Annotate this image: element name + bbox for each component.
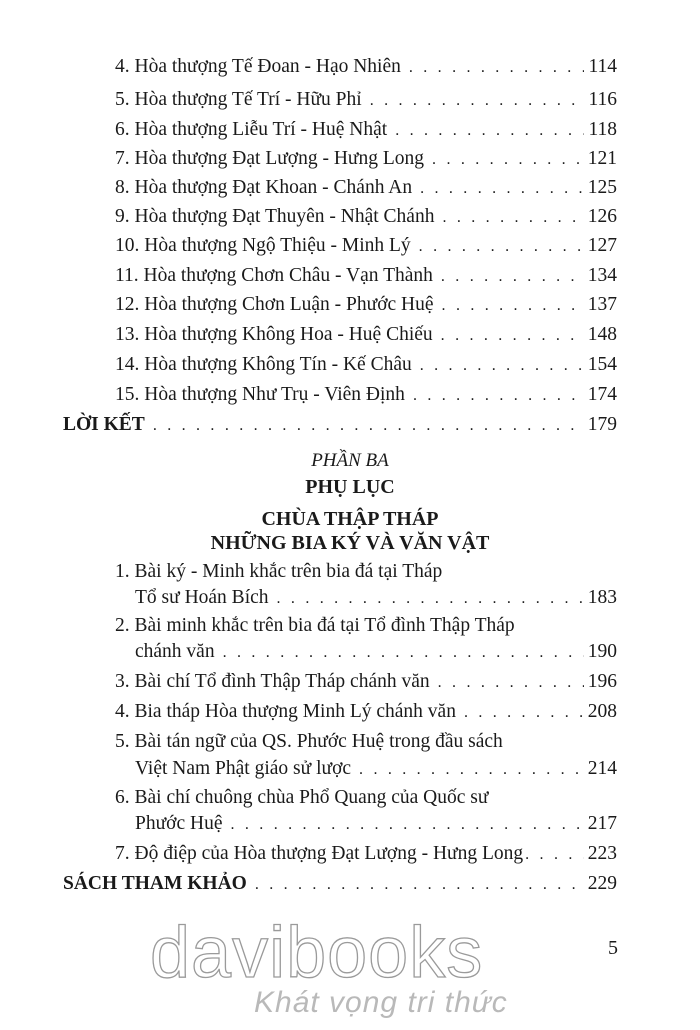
toc-entry-line: 6. Bài chí chuông chùa Phổ Quang của Quốc sư bbox=[115, 787, 489, 808]
part-title: PHỤ LỤC bbox=[305, 476, 395, 498]
toc-entry: 7. Hòa thượng Đạt Lượng - Hưng Long . . . 121 bbox=[115, 145, 617, 173]
toc-entry: Tổ sư Hoán Bích . . . 183 bbox=[115, 584, 617, 612]
toc-entry: 4. Bia tháp Hòa thượng Minh Lý chánh văn . . . 208 bbox=[115, 698, 617, 726]
toc-entry: 12. Hòa thượng Chơn Luận - Phước Huệ . . . 137 bbox=[115, 291, 617, 319]
toc-entry-line: 1. Bài ký - Minh khắc trên bia đá tại Tháp bbox=[115, 561, 443, 582]
toc-entry: 6. Hòa thượng Liễu Trí - Huệ Nhật . . . 118 bbox=[115, 116, 617, 144]
watermark-slogan: Khát vọng tri thức bbox=[254, 986, 508, 1019]
toc-entry: 9. Hòa thượng Đạt Thuyên - Nhật Chánh . . . 126 bbox=[115, 203, 617, 231]
toc-entry: 15. Hòa thượng Như Trụ - Viên Định . . . 174 bbox=[115, 381, 617, 409]
toc-entry-line: 2. Bài minh khắc trên bia đá tại Tổ đình Thập Tháp bbox=[115, 615, 515, 636]
toc-entry: 5. Hòa thượng Tế Trí - Hữu Phỉ . . . 116 bbox=[115, 86, 617, 114]
part-label: PHẦN BA bbox=[311, 450, 389, 471]
toc-entry: 3. Bài chí Tổ đình Thập Tháp chánh văn . . . 196 bbox=[115, 668, 617, 696]
toc-entry: 11. Hòa thượng Chơn Châu - Vạn Thành . . . 134 bbox=[115, 262, 617, 290]
watermark-brand: davibooks bbox=[150, 913, 484, 993]
toc-entry: chánh văn . . . 190 bbox=[115, 638, 617, 666]
part-subtitle-2: NHỮNG BIA KÝ VÀ VĂN VẬT bbox=[210, 532, 490, 554]
toc-entry: 13. Hòa thượng Không Hoa - Huệ Chiếu . . . 148 bbox=[115, 321, 617, 349]
toc-entry: 8. Hòa thượng Đạt Khoan - Chánh An . . . 125 bbox=[115, 174, 617, 202]
toc-entry: 4. Hòa thượng Tế Đoan - Hạo Nhiên . . . 114 bbox=[115, 53, 617, 81]
toc-entry-references: SÁCH THAM KHẢO . . . 229 bbox=[63, 870, 617, 898]
toc-entry: Phước Huệ . . . 217 bbox=[115, 810, 617, 838]
page-number: 5 bbox=[608, 937, 618, 959]
part-subtitle-1: CHÙA THẬP THÁP bbox=[261, 508, 439, 530]
toc-entry: 7. Độ điệp của Hòa thượng Đạt Lượng - Hưng Long . . . 223 bbox=[115, 840, 617, 868]
toc-entry: 14. Hòa thượng Không Tín - Kế Châu . . . 154 bbox=[115, 351, 617, 379]
toc-entry-loi-ket: LỜI KẾT . . . 179 bbox=[63, 411, 617, 439]
toc-entry-line: 5. Bài tán ngữ của QS. Phước Huệ trong đầu sách bbox=[115, 731, 503, 752]
toc-entry: 10. Hòa thượng Ngộ Thiệu - Minh Lý . . . 127 bbox=[115, 232, 617, 260]
toc-entry: Việt Nam Phật giáo sử lược . . . 214 bbox=[115, 755, 617, 783]
